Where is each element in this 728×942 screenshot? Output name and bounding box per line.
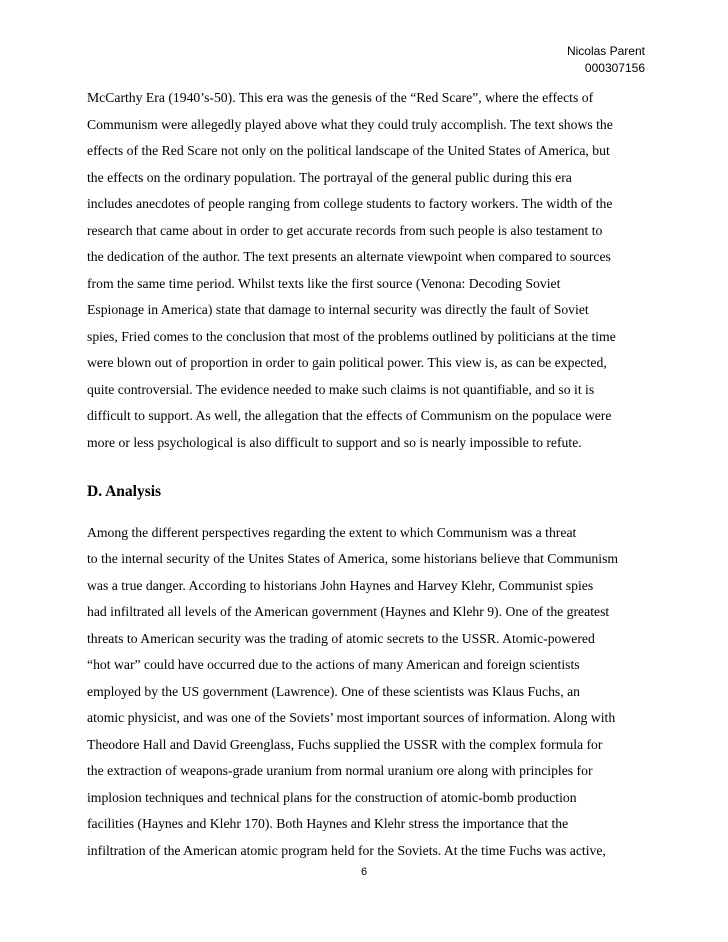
text-line: spies, Fried comes to the conclusion that most of the problems outlined by politicians at the time [87,329,616,344]
text-line: had infiltrated all levels of the American government (Haynes and Klehr 9). One of the greatest [87,604,610,619]
text-line: from the same time period. Whilst texts like the first source (Venona: Decoding Soviet [87,276,561,291]
text-line: difficult to support. As well, the allegation that the effects of Communism on the populace were [87,408,612,423]
text-line: effects of the Red Scare not only on the political landscape of the United States of America, but [87,143,610,158]
text-line: Among the different perspectives regarding the extent to which Communism was a threat [87,525,577,540]
text-line: atomic physicist, and was one of the Soviets’ most important sources of information. Along with [87,710,616,725]
section-heading: D. Analysis [87,483,162,500]
text-line: was a true danger. According to historians John Haynes and Harvey Klehr, Communist spies [87,578,594,593]
text-line: research that came about in order to get accurate records from such people is also testament to [87,223,603,238]
text-line: facilities (Haynes and Klehr 170). Both Haynes and Klehr stress the importance that the [87,816,569,831]
text-line: McCarthy Era (1940’s-50). This era was the genesis of the “Red Scare”, where the effects of [87,90,594,105]
text-line: the dedication of the author. The text presents an alternate viewpoint when compared to sources [87,249,611,264]
text-line: infiltration of the American atomic program held for the Soviets. At the time Fuchs was active, [87,843,606,858]
text-line: the effects on the ordinary population. The portrayal of the general public during this era [87,170,572,185]
text-line: more or less psychological is also difficult to support and so is nearly impossible to refute. [87,435,582,450]
text-line: threats to American security was the trading of atomic secrets to the USSR. Atomic-powered [87,631,595,646]
text-line: Espionage in America) state that damage to internal security was directly the fault of Soviet [87,302,589,317]
text-line: “hot war” could have occurred due to the actions of many American and foreign scientists [87,657,580,672]
text-line: the extraction of weapons-grade uranium from normal uranium ore along with principles for [87,763,593,778]
text-line: to the internal security of the Unites States of America, some historians believe that Communism [87,551,619,566]
page-number: 6 [360,866,368,878]
header-student-id: 000307156 [584,61,645,75]
text-line: quite controversial. The evidence needed to make such claims is not quantifiable, and so it is [87,382,595,397]
text-line: employed by the US government (Lawrence). One of these scientists was Klaus Fuchs, an [87,684,581,699]
text-line: were blown out of proportion in order to gain political power. This view is, as can be expected, [87,355,607,370]
text-line: includes anecdotes of people ranging from college students to factory workers. The width of the [87,196,613,211]
header-author: Nicolas Parent [566,44,645,58]
text-line: Communism were allegedly played above what they could truly accomplish. The text shows the [87,117,613,132]
text-line: implosion techniques and technical plans for the construction of atomic-bomb production [87,790,577,805]
text-line: Theodore Hall and David Greenglass, Fuchs supplied the USSR with the complex formula for [87,737,603,752]
